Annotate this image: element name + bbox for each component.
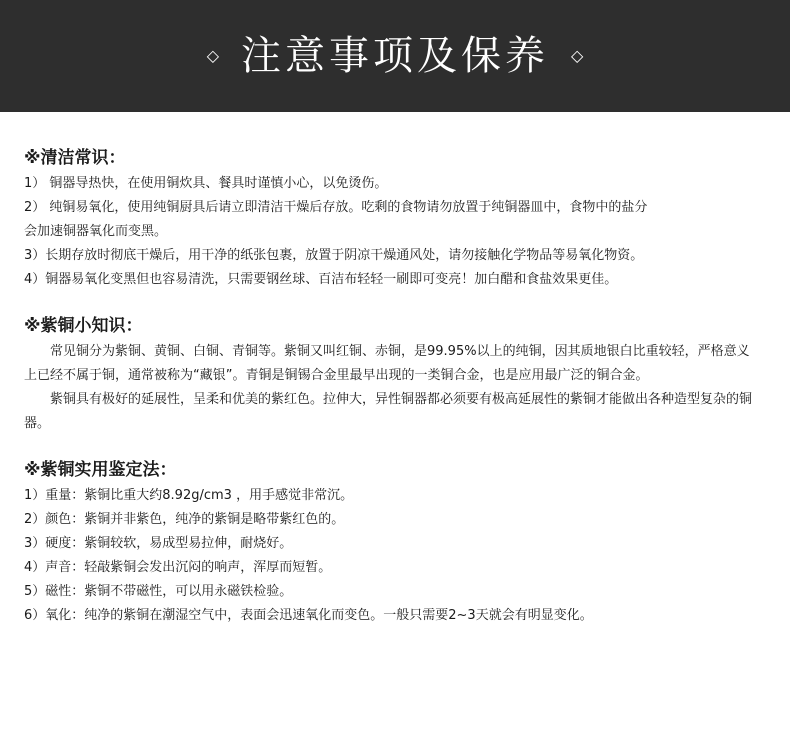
- knowledge-paragraph: 紫铜具有极好的延展性，呈柔和优美的紫红色。拉伸大，异性铜器都必须要有极高延展性的紫铜才能做出各种造型复杂的铜器。: [24, 392, 753, 431]
- list-item: 1） 铜器导热快，在使用铜炊具、餐具时谨慎小心，以免烫伤。: [24, 176, 388, 191]
- diamond-right-icon: ◇: [571, 46, 584, 65]
- diamond-left-icon: ◇: [206, 46, 219, 65]
- identify-heading: ※紫铜实用鉴定法：: [24, 460, 177, 480]
- list-item: 4）铜器易氧化变黑但也容易清洗，只需要钢丝球、百洁布轻轻一刷即可变亮！加白醋和食盐效果更佳。: [24, 272, 618, 287]
- list-item: 1）重量：紫铜比重大约8.92g/cm3 ，用手感觉非常沉。: [24, 488, 354, 503]
- list-item: 2）颜色：紫铜并非紫色，纯净的紫铜是略带紫红色的。: [24, 512, 345, 527]
- list-item: 会加速铜器氧化而变黑。: [24, 224, 168, 239]
- title-banner: [0, 0, 790, 112]
- page-title: 注意事项及保养: [241, 33, 549, 79]
- list-item: 6）氧化：纯净的紫铜在潮湿空气中，表面会迅速氧化而变色。一般只需要2~3天就会有明显变化。: [24, 608, 593, 623]
- cleaning-section: [24, 146, 766, 292]
- main-content: [0, 112, 790, 628]
- list-item: 3）硬度：紫铜较软，易成型易拉伸，耐烧好。: [24, 536, 293, 551]
- list-item: 5）磁性：紫铜不带磁性，可以用永磁铁检验。: [24, 584, 293, 599]
- list-item: 3）长期存放时彻底干燥后，用干净的纸张包裹，放置于阴凉干燥通风处，请勿接触化学物品等易氧化物资。: [24, 248, 644, 263]
- cleaning-heading: ※清洁常识：: [24, 148, 126, 168]
- knowledge-section: [24, 314, 766, 436]
- knowledge-heading: ※紫铜小知识：: [24, 316, 143, 336]
- knowledge-paragraph: 常见铜分为紫铜、黄铜、白铜、青铜等。紫铜又叫红铜、赤铜，是99.95%以上的纯铜，因其质地银白比重较轻，严格意义上已经不属于铜，通常被称为“藏银”。青铜是铜锡合金里最早出现的一类铜合金，也是应用最广泛的铜合金。: [24, 344, 750, 383]
- list-item: 4）声音：轻敲紫铜会发出沉闷的响声，浑厚而短暂。: [24, 560, 332, 575]
- list-item: 2） 纯铜易氧化，使用纯铜厨具后请立即清洁干燥后存放。吃剩的食物请勿放置于纯铜器皿中，食物中的盐分: [24, 200, 648, 215]
- identify-section: [24, 458, 766, 628]
